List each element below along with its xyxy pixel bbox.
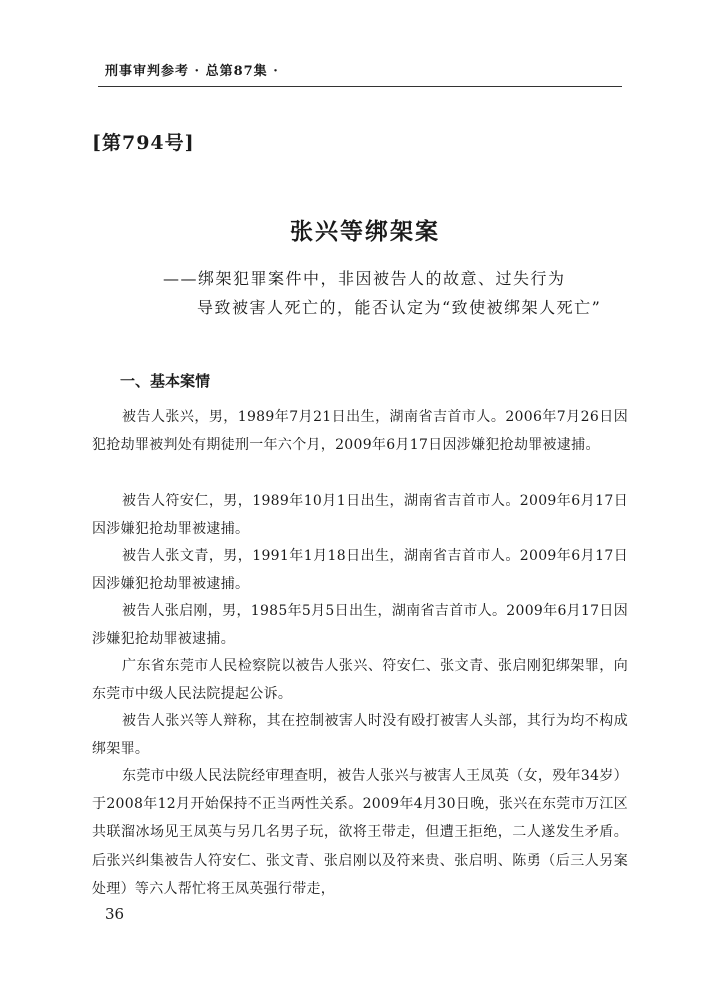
paragraph-defendant-fuanren: 被告人符安仁，男，1989年10月1日出生，湖南省吉首市人。2009年6月17日因涉嫌犯抢劫罪被逮捕。 [92,493,628,538]
paragraph-prosecution: 广东省东莞市人民检察院以被告人张兴、符安仁、张文青、张启刚犯绑架罪，向东莞市中级人民法院提起公诉。 [92,658,628,703]
section-heading: 一、基本案情 [120,372,211,390]
page-number: 36 [105,905,125,923]
case-title: 张兴等绑架案 [290,218,440,245]
paragraph-court-findings: 东莞市中级人民法院经审理查明，被告人张兴与被害人王凤英（女，殁年34岁）于2008年12月开始保持不正当两性关系。2009年4月30日晚，张兴在东莞市万江区共联溜冰场见王凤英与另几名男子玩，欲将王带走，但遭王拒绝，二人遂发生矛盾。后张兴纠集被告人符安仁、张文青、张启刚以及符来贵、张启明、陈勇（后三人另案处理）等六人帮忙将王凤英强行带走， [92,768,628,897]
case-number: [第794号] [92,132,195,154]
paragraph-defendant-zhangxing: 被告人张兴，男，1989年7月21日出生，湖南省吉首市人。2006年7月26日因犯抢劫罪被判处有期徒刑一年六个月，2009年6月17日因涉嫌犯抢劫罪被逮捕。 [92,409,628,454]
paragraph-defendant-zhangqigang: 被告人张启刚，男，1985年5月5日出生，湖南省吉首市人。2009年6月17日因涉嫌犯抢劫罪被逮捕。 [92,603,628,648]
paragraph-defendant-zhangwenqing: 被告人张文青，男，1991年1月18日出生，湖南省吉首市人。2009年6月17日因涉嫌犯抢劫罪被逮捕。 [92,548,628,593]
subtitle-line-2: 导致被害人死亡的，能否认定为“致使被绑架人死亡” [197,298,602,317]
subtitle-line-1: ——绑架犯罪案件中，非因被告人的故意、过失行为 [163,269,566,288]
running-header: 刑事审判参考 · 总第87集 · [105,64,279,79]
paragraph-defense: 被告人张兴等人辩称，其在控制被害人时没有殴打被害人头部，其行为均不构成绑架罪。 [92,713,628,758]
header-divider [98,86,622,87]
